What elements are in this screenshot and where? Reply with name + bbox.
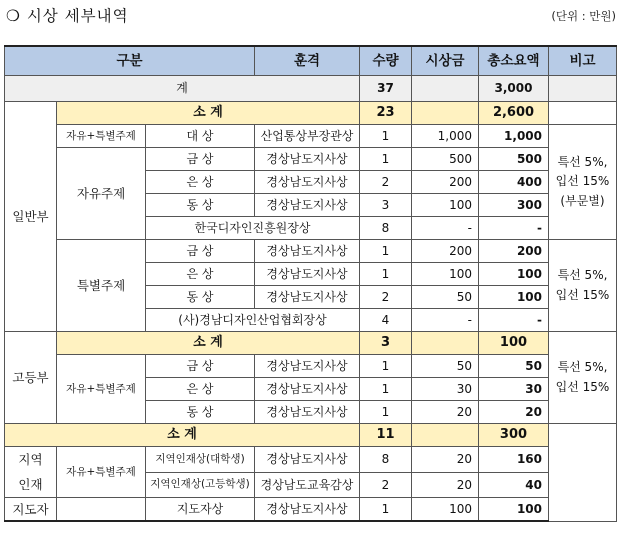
total-cell: 50 [479,355,549,378]
prize-cell: 200 [412,171,479,194]
highschool-subtotal-quantity: 3 [360,332,412,355]
grand-total-amount: 3,000 [479,76,549,102]
highschool-subtotal-label: 소 계 [57,332,360,355]
award-cell: 한국디자인진흥원장상 [146,217,360,240]
award-cell: 은 상 [146,171,255,194]
total-cell: 100 [479,286,549,309]
issuer-cell: 경상남도지사상 [255,355,360,378]
table-row [5,148,617,171]
header-total: 총소요액 [479,46,549,76]
qty-cell: 1 [360,498,412,522]
advisor-label: 지도자 [5,498,57,522]
page-title: ❍ 시상 세부내역 [6,7,129,25]
prize-cell: - [412,217,479,240]
regional-subtotal-label: 소 계 [5,424,360,447]
highschool-subtotal-row [5,332,617,355]
total-cell: 400 [479,171,549,194]
issuer-cell: 경상남도지사상 [255,148,360,171]
prize-cell: 50 [412,355,479,378]
issuer-cell: 경상남도지사상 [255,378,360,401]
issuer-cell: 경상남도지사상 [255,194,360,217]
qty-cell: 1 [360,148,412,171]
total-cell: - [479,217,549,240]
issuer-cell: 경상남도지사상 [255,263,360,286]
table-header-row [5,46,617,76]
award-cell: 금 상 [146,355,255,378]
qty-cell: 1 [360,125,412,148]
header-category: 구분 [5,46,255,76]
regional-subtotal-quantity: 11 [360,424,412,447]
table-row [5,125,617,148]
prize-cell: 20 [412,447,479,473]
unit-label: (단위 : 만원) [551,9,616,23]
qty-cell: 8 [360,447,412,473]
highschool-subtotal-total: 100 [479,332,549,355]
prize-cell: 200 [412,240,479,263]
total-cell: 160 [479,447,549,473]
issuer-cell: 산업통상부장관상 [255,125,360,148]
qty-cell: 3 [360,194,412,217]
total-cell: 300 [479,194,549,217]
highschool-subtotal-prize [412,332,479,355]
award-cell: 금 상 [146,148,255,171]
qty-cell: 1 [360,263,412,286]
type-cell: 특별주제 [57,240,146,332]
award-cell: 지도자상 [146,498,255,522]
total-cell: 100 [479,263,549,286]
issuer-cell: 경상남도지사상 [255,286,360,309]
header-note: 비고 [549,46,617,76]
prize-cell: 100 [412,194,479,217]
header-prize: 시상금 [412,46,479,76]
total-cell: - [479,309,549,332]
total-cell: 20 [479,401,549,424]
regional-note [549,424,617,522]
issuer-cell: 경상남도지사상 [255,447,360,473]
general-label: 일반부 [5,102,57,332]
prize-cell: 20 [412,472,479,498]
header-quantity: 수량 [360,46,412,76]
prize-cell: 500 [412,148,479,171]
general-subtotal-prize [412,102,479,125]
grand-total-note [549,76,617,102]
qty-cell: 2 [360,171,412,194]
qty-cell: 1 [360,240,412,263]
award-cell: 대 상 [146,125,255,148]
general-subtotal-quantity: 23 [360,102,412,125]
type-cell: 자유+특별주제 [57,355,146,424]
total-cell: 200 [479,240,549,263]
award-cell: 동 상 [146,194,255,217]
issuer-cell: 경상남도지사상 [255,498,360,522]
qty-cell: 2 [360,286,412,309]
total-cell: 1,000 [479,125,549,148]
award-cell: (사)경남디자인산업협회장상 [146,309,360,332]
note-cell: 특선 5%, 입선 15% [549,332,617,424]
prize-cell: - [412,309,479,332]
advisor-row [5,498,617,522]
general-subtotal-note [549,102,617,125]
general-subtotal-total: 2,600 [479,102,549,125]
total-cell: 40 [479,472,549,498]
total-cell: 30 [479,378,549,401]
issuer-cell: 경상남도교육감상 [255,472,360,498]
total-cell: 100 [479,498,549,522]
qty-cell: 1 [360,401,412,424]
prize-cell: 50 [412,286,479,309]
qty-cell: 8 [360,217,412,240]
type-cell: 자유+특별주제 [57,125,146,148]
qty-cell: 1 [360,355,412,378]
award-cell: 지역인재상(대학생) [146,447,255,473]
general-subtotal-row [5,102,617,125]
prize-cell: 100 [412,498,479,522]
type-cell: 자유+특별주제 [57,447,146,498]
table-row [5,447,617,473]
prize-cell: 20 [412,401,479,424]
advisor-type-cell [57,498,146,522]
type-cell: 자유주제 [57,148,146,240]
regional-subtotal-total: 300 [479,424,549,447]
award-cell: 은 상 [146,378,255,401]
highschool-label: 고등부 [5,332,57,424]
header-award: 훈격 [255,46,360,76]
award-cell: 지역인재상(고등학생) [146,472,255,498]
note-cell: 특선 5%, 입선 15% [549,240,617,332]
note-cell: 특선 5%, 입선 15% (부문별) [549,125,617,240]
qty-cell: 4 [360,309,412,332]
award-cell: 금 상 [146,240,255,263]
general-subtotal-label: 소 계 [57,102,360,125]
grand-total-row [5,76,617,102]
qty-cell: 1 [360,378,412,401]
issuer-cell: 경상남도지사상 [255,171,360,194]
issuer-cell: 경상남도지사상 [255,240,360,263]
regional-subtotal-row [5,424,617,447]
prize-cell: 100 [412,263,479,286]
page-header [4,2,618,28]
award-cell: 동 상 [146,286,255,309]
award-cell: 은 상 [146,263,255,286]
qty-cell: 2 [360,472,412,498]
grand-total-prize [412,76,479,102]
grand-total-quantity: 37 [360,76,412,102]
table-row [5,355,617,378]
issuer-cell: 경상남도지사상 [255,401,360,424]
total-cell: 500 [479,148,549,171]
award-cell: 동 상 [146,401,255,424]
regional-subtotal-prize [412,424,479,447]
award-table [4,45,617,522]
table-row [5,240,617,263]
regional-label: 지역 인재 [5,447,57,498]
prize-cell: 1,000 [412,125,479,148]
grand-total-label: 계 [5,76,360,102]
prize-cell: 30 [412,378,479,401]
